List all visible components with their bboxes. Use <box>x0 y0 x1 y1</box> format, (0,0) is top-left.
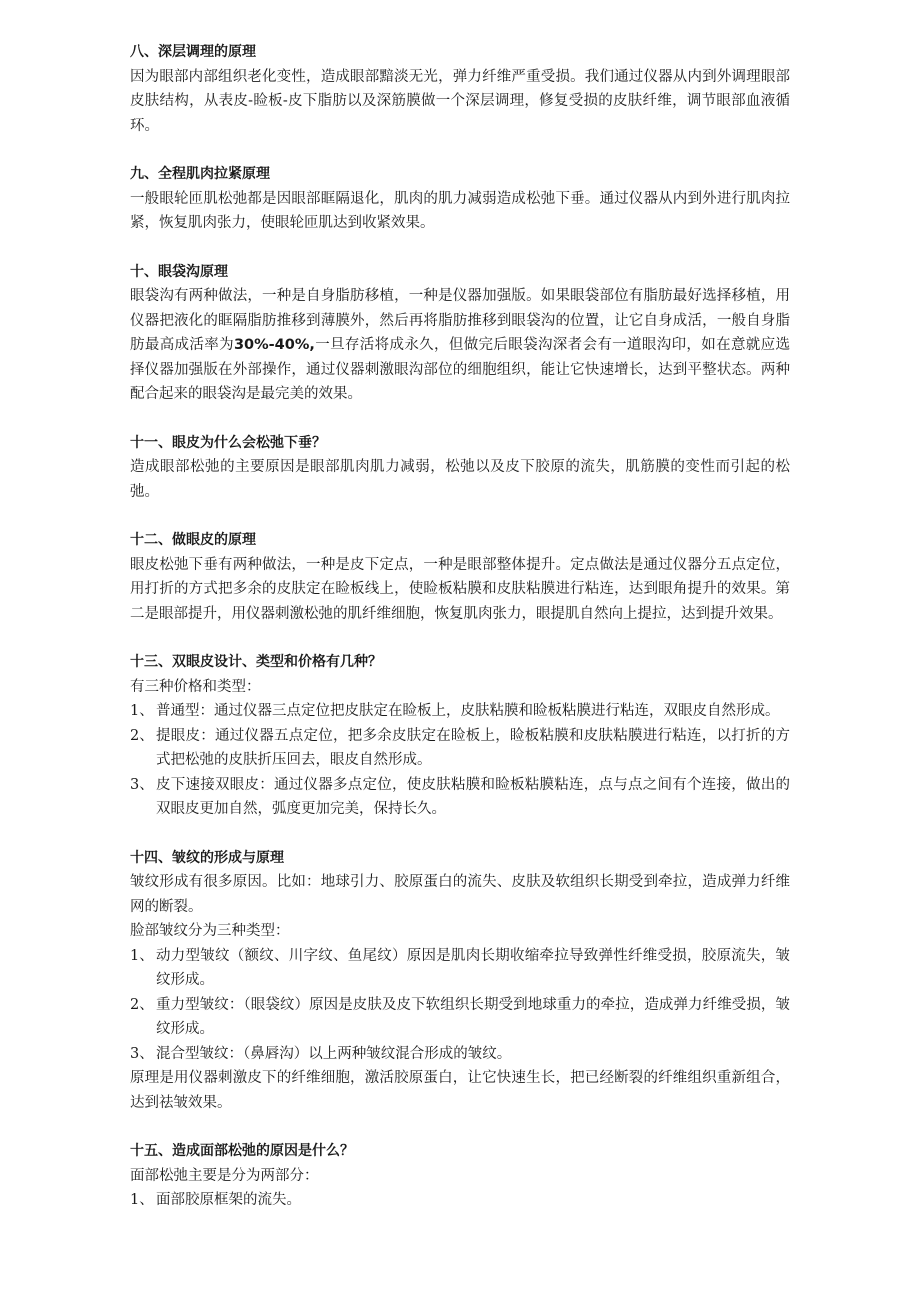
section-10 <box>130 260 790 407</box>
list-number: 2、 <box>130 727 154 744</box>
section-14 <box>130 846 790 1116</box>
list-item <box>130 773 790 822</box>
document-page <box>130 40 790 1237</box>
list-number: 1、 <box>130 947 154 964</box>
section-heading: 十一、眼皮为什么会松弛下垂？ <box>130 434 326 451</box>
list-number: 3、 <box>130 1045 154 1062</box>
paragraph-text: 一旦存活将成永久，但做完后眼袋沟深者会有一道眼沟印，如在意就应选择仪器加强版在外部操作，通过仪器刺激眼沟部位的细胞组织，能让它快速增长，达到平整状态。两种配合起来的眼袋沟是最完美的效果。 <box>130 337 791 402</box>
section-heading: 十三、双眼皮设计、类型和价格有几种？ <box>130 654 382 670</box>
section-intro: 有三种价格和类型： <box>130 678 261 695</box>
section-heading: 十、眼袋沟原理 <box>130 263 228 280</box>
section-intro: 皱纹形成有很多原因。比如：地球引力、胶原蛋白的流失、皮肤及软组织长期受到牵拉，造成弹力纤维网的断裂。 <box>130 874 790 915</box>
section-paragraph: 因为眼部内部组织老化变性，造成眼部黯淡无光，弹力纤维严重受损。我们通过仪器从内到外调理眼部皮肤结构，从表皮-睑板-皮下脂肪以及深筋膜做一个深层调理，修复受损的皮肤纤维，调节眼部血液循环。 <box>130 68 790 134</box>
list-text: 混合型皱纹：（鼻唇沟）以上两种皱纹混合形成的皱纹。 <box>156 1045 512 1062</box>
list-text: 普通型：通过仪器三点定位把皮肤定在睑板上，皮肤粘膜和睑板粘膜进行粘连，双眼皮自然形成。 <box>156 703 780 719</box>
paragraph-text: 眼袋沟有两种做法，一种是自身脂肪移植，一种是仪器加强版。如果眼袋部位有脂肪最好选择移植，用仪器把液化的眶隔脂肪推移到薄膜外，然后再将脂肪推移到眼袋沟的位置，让它自身成活，一般自身脂肪最高成活率为 <box>130 288 790 353</box>
section-heading: 十四、皱纹的形成与原理 <box>130 849 284 866</box>
section-12 <box>130 528 790 626</box>
section-11 <box>130 431 790 505</box>
section-paragraph: 一般眼轮匝肌松弛都是因眼部眶隔退化，肌肉的肌力减弱造成松弛下垂。通过仪器从内到外进行肌肉拉紧，恢复肌肉张力，使眼轮匝肌达到收紧效果。 <box>130 190 790 231</box>
list-text: 动力型皱纹（额纹、川字纹、鱼尾纹）原因是肌肉长期收缩牵拉导致弹性纤维受损，胶原流失，皱纹形成。 <box>156 947 790 988</box>
list-number: 1、 <box>130 1192 154 1208</box>
list-number: 2、 <box>130 996 154 1013</box>
section-heading: 八、深层调理的原理 <box>130 44 256 60</box>
section-9 <box>130 162 790 236</box>
list-text: 面部胶原框架的流失。 <box>156 1192 301 1208</box>
section-intro: 脸部皱纹分为三种类型： <box>130 923 290 939</box>
section-paragraph: 眼皮松弛下垂有两种做法，一种是皮下定点，一种是眼部整体提升。定点做法是通过仪器分五点定位，用打折的方式把多余的皮肤定在睑板线上，使睑板粘膜和皮肤粘膜进行粘连，达到眼角提升的效果。第二是眼部提升，用仪器刺激松弛的肌纤维细胞，恢复肌肉张力，眼提肌自然向上提拉，达到提升效果。 <box>130 556 790 622</box>
section-intro: 面部松弛主要是分为两部分： <box>130 1167 319 1184</box>
list-item <box>130 1042 790 1067</box>
list-text: 重力型皱纹：（眼袋纹）原因是皮肤及皮下软组织长期受到地球重力的牵拉，造成弹力纤维受损，皱纹形成。 <box>156 996 790 1037</box>
section-8 <box>130 40 790 138</box>
section-paragraph <box>130 284 790 407</box>
section-paragraph: 造成眼部松弛的主要原因是眼部肌肉肌力减弱，松弛以及皮下胶原的流失，肌筋膜的变性而引起的松弛。 <box>130 459 790 500</box>
section-heading: 十二、做眼皮的原理 <box>130 532 256 548</box>
list-number: 1、 <box>130 703 154 719</box>
list-item <box>130 1188 790 1213</box>
list-number: 3、 <box>130 776 154 793</box>
list-item <box>130 699 790 724</box>
list-item <box>130 944 790 993</box>
list-item <box>130 993 790 1042</box>
survival-rate-value: 30%-40%, <box>233 337 315 353</box>
list-item <box>130 724 790 773</box>
section-15 <box>130 1139 790 1213</box>
section-closing: 原理是用仪器刺激皮下的纤维细胞，激活胶原蛋白，让它快速生长，把已经断裂的纤维组织重新组合，达到祛皱效果。 <box>130 1070 790 1111</box>
list-text: 皮下速接双眼皮：通过仪器多点定位，使皮肤粘膜和睑板粘膜粘连，点与点之间有个连接，做出的双眼皮更加自然，弧度更加完美，保持长久。 <box>156 776 790 817</box>
section-heading: 九、全程肌肉拉紧原理 <box>130 166 270 182</box>
section-heading: 十五、造成面部松弛的原因是什么？ <box>130 1143 354 1159</box>
list-text: 提眼皮：通过仪器五点定位，把多余皮肤定在睑板上，睑板粘膜和皮肤粘膜进行粘连，以打折的方式把松弛的皮肤折压回去，眼皮自然形成。 <box>156 727 790 768</box>
section-13 <box>130 650 790 822</box>
